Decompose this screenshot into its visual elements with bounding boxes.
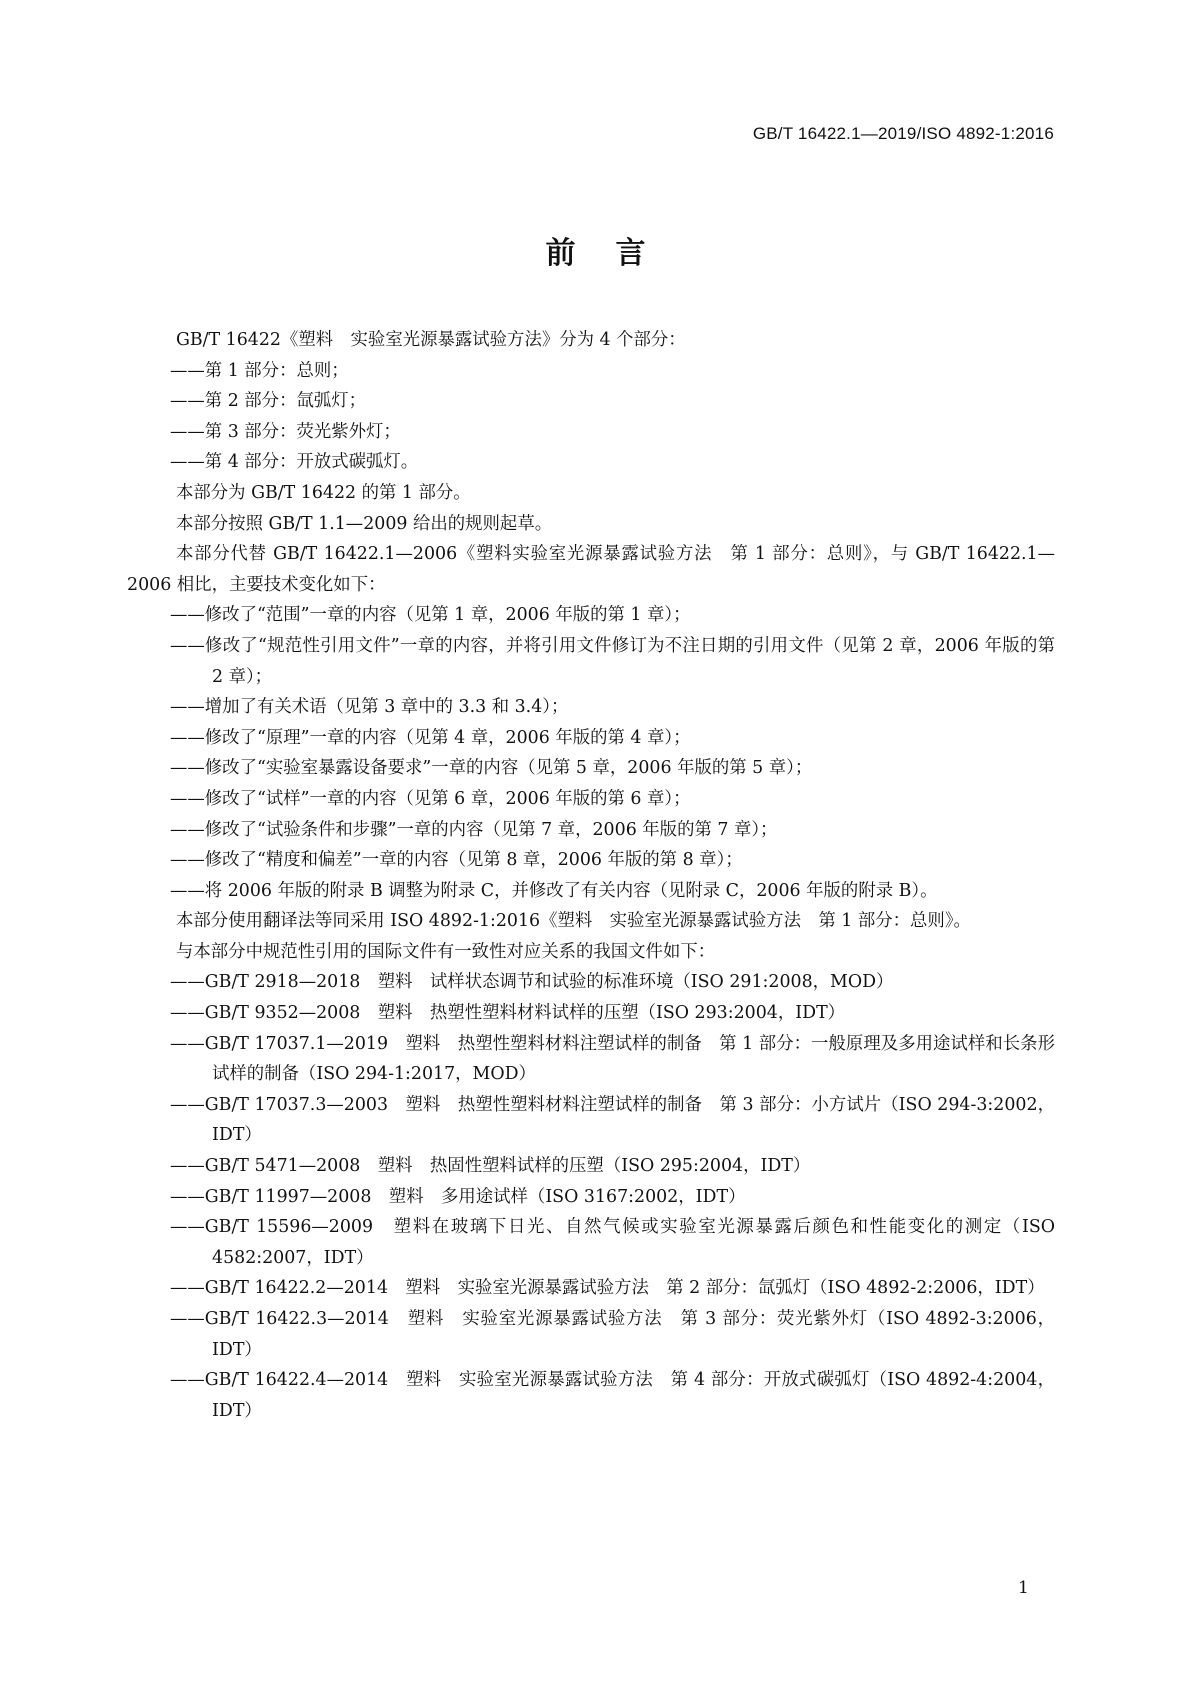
list-item: ——GB/T 15596—2009 塑料在玻璃下日光、自然气候或实验室光源暴露后颜色和性能变化的测定（ISO 4582:2007，IDT） bbox=[170, 1217, 1055, 1268]
foreword-body bbox=[127, 325, 1055, 1426]
list-item: ——将 2006 年版的附录 B 调整为附录 C，并修改了有关内容（见附录 C，2006 年版的附录 B）。 bbox=[170, 880, 938, 901]
list-item: ——GB/T 16422.3—2014 塑料 实验室光源暴露试验方法 第 3 部分：荧光紫外灯（ISO 4892-3:2006，IDT） bbox=[170, 1309, 1055, 1360]
list-item: ——GB/T 17037.1—2019 塑料 热塑性塑料材料注塑试样的制备 第 1 部分：一般原理及多用途试样和长条形试样的制备（ISO 294-1:2017，MOD） bbox=[170, 1033, 1055, 1085]
list-item: ——修改了“规范性引用文件”一章的内容，并将引用文件修订为不注日期的引用文件（见第 2 章，2006 年版的第 2 章）； bbox=[170, 635, 1055, 687]
list-item: ——GB/T 5471—2008 塑料 热固性塑料试样的压塑（ISO 295:2004，IDT） bbox=[170, 1156, 811, 1177]
list-item: ——GB/T 16422.4—2014 塑料 实验室光源暴露试验方法 第 4 部分：开放式碳弧灯（ISO 4892-4:2004，IDT） bbox=[170, 1370, 1055, 1421]
list-item: ——增加了有关术语（见第 3 章中的 3.3 和 3.4）； bbox=[170, 697, 569, 718]
list-item: ——第 4 部分：开放式碳弧灯。 bbox=[170, 452, 419, 473]
list-item: ——GB/T 2918—2018 塑料 试样状态调节和试验的标准环境（ISO 291:2008，MOD） bbox=[170, 972, 894, 993]
list-item: ——GB/T 9352—2008 塑料 热塑性塑料材料试样的压塑（ISO 293:2004，IDT） bbox=[170, 1003, 846, 1024]
paragraph: 与本部分中规范性引用的国际文件有一致性对应关系的我国文件如下： bbox=[176, 941, 716, 962]
paragraph: 本部分代替 GB/T 16422.1—2006《塑料实验室光源暴露试验方法 第 1 部分：总则》，与 GB/T 16422.1—2006 相比，主要技术变化如下： bbox=[127, 544, 1055, 595]
list-item: ——修改了“实验室暴露设备要求”一章的内容（见第 5 章，2006 年版的第 5 章）； bbox=[170, 758, 813, 779]
list-item: ——修改了“精度和偏差”一章的内容（见第 8 章，2006 年版的第 8 章）； bbox=[170, 850, 743, 871]
page-title: 前言 bbox=[545, 236, 686, 271]
list-item: ——修改了“原理”一章的内容（见第 4 章，2006 年版的第 4 章）； bbox=[170, 727, 691, 748]
list-item: ——第 3 部分：荧光紫外灯； bbox=[170, 421, 401, 442]
list-item: ——GB/T 11997—2008 塑料 多用途试样（ISO 3167:2002，IDT） bbox=[170, 1186, 746, 1207]
paragraph: 本部分按照 GB/T 1.1—2009 给出的规则起草。 bbox=[176, 513, 553, 534]
page-number: 1 bbox=[1018, 1578, 1029, 1598]
list-item: ——GB/T 16422.2—2014 塑料 实验室光源暴露试验方法 第 2 部分：氙弧灯（ISO 4892-2:2006，IDT） bbox=[170, 1278, 1045, 1299]
list-item: ——修改了“试验条件和步骤”一章的内容（见第 7 章，2006 年版的第 7 章）； bbox=[170, 819, 778, 840]
list-item: ——第 1 部分：总则； bbox=[170, 360, 349, 381]
list-item: ——GB/T 17037.3—2003 塑料 热塑性塑料材料注塑试样的制备 第 3 部分：小方试片（ISO 294-3:2002，IDT） bbox=[170, 1094, 1055, 1146]
intro-paragraph: GB/T 16422《塑料 实验室光源暴露试验方法》分为 4 个部分： bbox=[176, 330, 686, 350]
standard-code-header: GB/T 16422.1—2019/ISO 4892-1:2016 bbox=[752, 124, 1054, 143]
list-item: ——第 2 部分：氙弧灯； bbox=[170, 391, 367, 412]
list-item: ——修改了“范围”一章的内容（见第 1 章，2006 年版的第 1 章）； bbox=[170, 605, 691, 626]
paragraph: 本部分使用翻译法等同采用 ISO 4892-1:2016《塑料 实验室光源暴露试验方法 第 1 部分：总则》。 bbox=[176, 911, 971, 932]
list-item: ——修改了“试样”一章的内容（见第 6 章，2006 年版的第 6 章）； bbox=[170, 788, 691, 809]
paragraph: 本部分为 GB/T 16422 的第 1 部分。 bbox=[176, 482, 471, 503]
